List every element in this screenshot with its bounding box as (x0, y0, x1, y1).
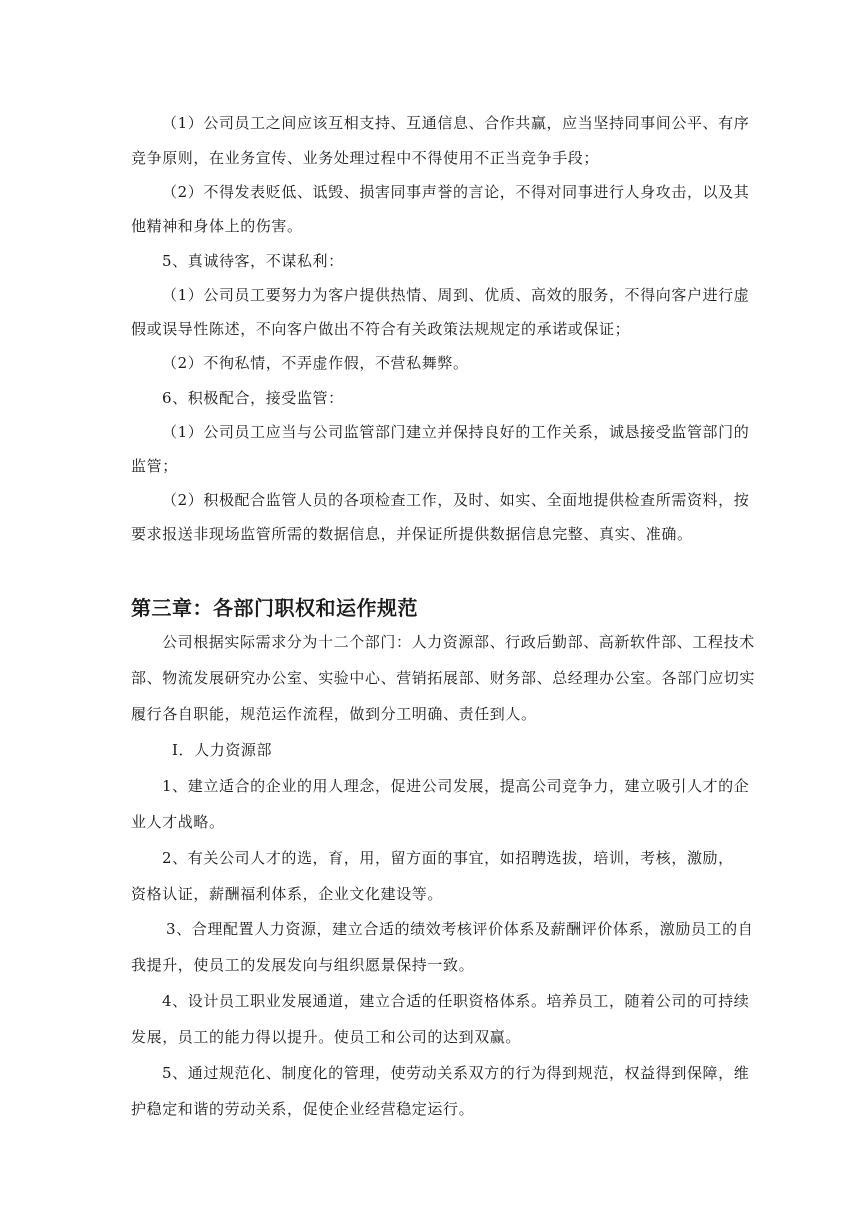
paragraph-line: 发展，员工的能力得以提升。使员工和公司的达到双赢。 (131, 1028, 522, 1046)
paragraph-line: 公司根据实际需求分为十二个部门：人力资源部、行政后勤部、高新软件部、工程技术 (162, 633, 755, 651)
paragraph-line: 监管； (131, 457, 178, 475)
paragraph-line: 部、物流发展研究办公室、实验中心、营销拓展部、财务部、总经理办公室。各部门应切实 (131, 669, 756, 687)
paragraph-line: 要求报送非现场监管所需的数据信息，并保证所提供数据信息完整、真实、准确。 (131, 525, 693, 543)
chapter-heading: 第三章：各部门职权和运作规范 (131, 596, 418, 620)
paragraph-line: （1）公司员工之间应该互相支持、互通信息、合作共赢，应当坚持同事间公平、有序 (162, 114, 750, 132)
paragraph-line: 竞争原则，在业务宣传、业务处理过程中不得使用不正当竞争手段； (131, 149, 600, 167)
paragraph-line: （1）公司员工应当与公司监管部门建立并保持良好的工作关系，诚恳接受监管部门的 (162, 423, 750, 441)
paragraph-line: （2）不徇私情，不弄虚作假，不营私舞弊。 (162, 354, 469, 372)
paragraph-line: 1、建立适合的企业的用人理念，促进公司发展，提高公司竞争力，建立吸引人才的企 (162, 777, 750, 795)
paragraph-line: 履行各自职能，规范运作流程，做到分工明确、责任到人。 (131, 705, 537, 723)
paragraph-line: （2）积极配合监管人员的各项检查工作，及时、如实、全面地提供检查所需资料，按 (162, 491, 750, 509)
paragraph-line: 护稳定和谐的劳动关系，促使企业经营稳定运行。 (131, 1100, 475, 1118)
list-item-heading: 6、积极配合，接受监管： (162, 389, 344, 407)
paragraph-line: （1）公司员工要努力为客户提供热情、周到、优质、高效的服务，不得向客户进行虚 (162, 286, 750, 304)
paragraph-line: 业人才战略。 (131, 813, 225, 831)
paragraph-line: （2）不得发表贬低、诋毁、损害同事声誉的言论，不得对同事进行人身攻击，以及其 (162, 183, 750, 201)
paragraph-line: 2、有关公司人才的选，育，用，留方面的事宜，如招聘选拔，培训，考核，激励， (162, 849, 734, 867)
paragraph-line: 3、合理配置人力资源，建立合适的绩效考核评价体系及薪酬评价体系，激励员工的自 (166, 920, 754, 938)
paragraph-line: 他精神和身体上的伤害。 (131, 217, 303, 235)
paragraph-line: 假或误导性陈述，不向客户做出不符合有关政策法规规定的承诺或保证； (131, 320, 631, 338)
paragraph-line: 我提升，使员工的发展发向与组织愿景保持一致。 (131, 956, 475, 974)
paragraph-line: 4、设计员工职业发展通道，建立合适的任职资格体系。培养员工，随着公司的可持续 (162, 992, 750, 1010)
list-item-heading: 5、真诚待客，不谋私利： (162, 252, 344, 270)
paragraph-line: 资格认证，薪酬福利体系，企业文化建设等。 (131, 885, 444, 903)
section-heading: Ⅰ．人力资源部 (172, 741, 273, 759)
paragraph-line: 5、通过规范化、制度化的管理，使劳动关系双方的行为得到规范，权益得到保障，维 (162, 1064, 750, 1082)
